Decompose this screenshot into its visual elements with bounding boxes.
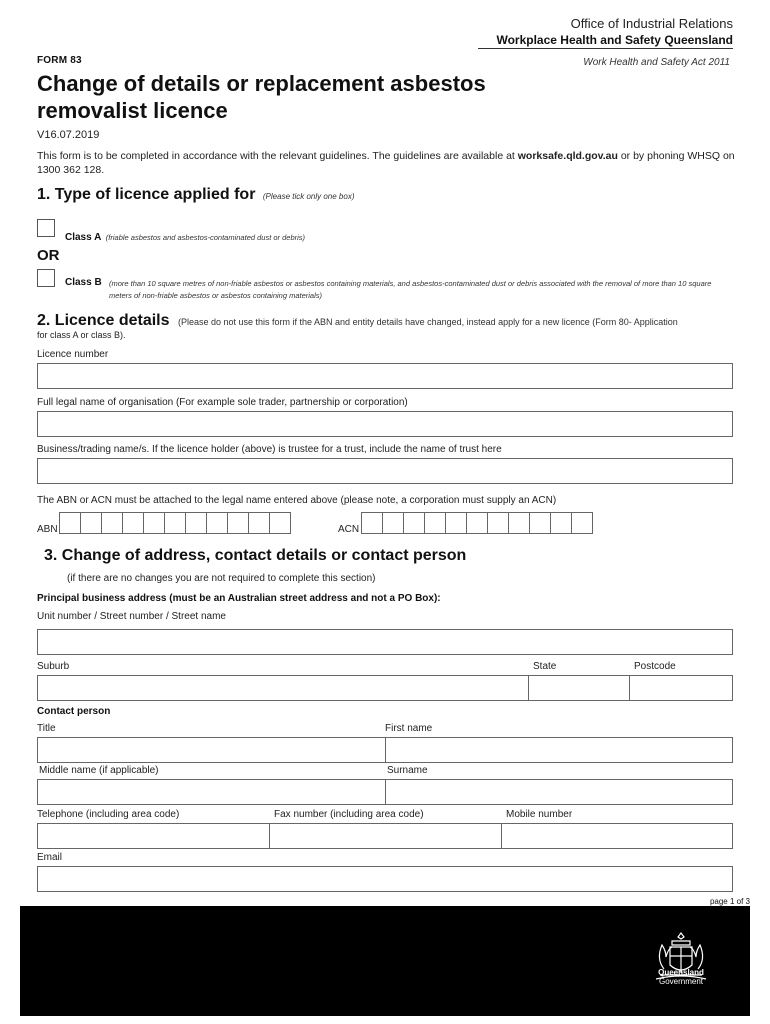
section-1-heading bbox=[37, 186, 355, 204]
street-input[interactable] bbox=[37, 629, 733, 655]
page-number: page 1 of 3 bbox=[709, 897, 750, 906]
section-1-title: Type of licence applied for bbox=[54, 186, 256, 203]
abn-acn-note: The ABN or ACN must be attached to the legal name entered above (please note, a corporation must supply an ACN) bbox=[37, 495, 557, 506]
abn-input[interactable] bbox=[60, 512, 291, 534]
intro-text-start: This form is to be completed in accordance with the relevant guidelines. The guidelines are available at bbox=[37, 150, 518, 162]
business-name-input[interactable] bbox=[37, 458, 733, 484]
abn-digit-box[interactable] bbox=[122, 512, 144, 534]
abn-digit-box[interactable] bbox=[80, 512, 102, 534]
mobile-label: Mobile number bbox=[506, 809, 573, 820]
title-label: Title bbox=[37, 723, 56, 734]
or-label: OR bbox=[37, 247, 60, 264]
abn-digit-box[interactable] bbox=[227, 512, 249, 534]
street-label: Unit number / Street number / Street name bbox=[37, 611, 226, 622]
surname-input[interactable] bbox=[385, 779, 733, 805]
logo-line-government: Government bbox=[658, 977, 704, 986]
acn-digit-box[interactable] bbox=[382, 512, 404, 534]
acn-label: ACN bbox=[338, 524, 360, 535]
department-name: Workplace Health and Safety Queensland bbox=[496, 33, 733, 47]
logo-line-queensland: Queensland bbox=[658, 968, 704, 977]
acn-digit-box[interactable] bbox=[487, 512, 509, 534]
class-a-label: Class A bbox=[65, 232, 102, 243]
intro-text-end: or by phoning WHSQ on 1300 362 128. bbox=[37, 150, 735, 176]
form-version: V16.07.2019 bbox=[37, 129, 100, 141]
state-label: State bbox=[533, 661, 557, 672]
class-a-option bbox=[65, 227, 305, 245]
legal-name-input[interactable] bbox=[37, 411, 733, 437]
email-label: Email bbox=[37, 852, 63, 863]
page-title: Change of details or replacement asbestos removalist licence bbox=[37, 71, 486, 123]
class-b-description: (more than 10 square metres of non-friable asbestos or asbestos containing materials, and asbestos-contaminated dust or debris associated with the removal of more than 10 square meters of non-friable asbestos or asbestos containing materials) bbox=[109, 279, 712, 300]
queensland-government-logo bbox=[642, 968, 720, 986]
acn-digit-box[interactable] bbox=[550, 512, 572, 534]
class-a-checkbox[interactable] bbox=[37, 219, 55, 237]
acn-digit-box[interactable] bbox=[571, 512, 593, 534]
section-3-number: 3. bbox=[44, 547, 58, 564]
surname-label: Surname bbox=[387, 765, 428, 776]
business-name-label: Business/trading name/s. If the licence holder (above) is trustee for a trust, include the name of trust here bbox=[37, 444, 502, 455]
acn-digit-box[interactable] bbox=[424, 512, 446, 534]
intro-text bbox=[37, 149, 737, 177]
telephone-label: Telephone (including area code) bbox=[37, 809, 180, 820]
office-name: Office of Industrial Relations bbox=[570, 16, 733, 31]
contact-person-label: Contact person bbox=[37, 706, 111, 717]
footer-band bbox=[20, 906, 750, 1016]
section-1-hint: (Please tick only one box) bbox=[262, 192, 355, 201]
abn-digit-box[interactable] bbox=[101, 512, 123, 534]
postcode-input[interactable] bbox=[629, 675, 733, 701]
section-3-heading bbox=[44, 547, 466, 565]
acn-digit-box[interactable] bbox=[445, 512, 467, 534]
abn-digit-box[interactable] bbox=[185, 512, 207, 534]
section-2-hint-cont: for class A or class B). bbox=[37, 330, 126, 340]
licence-number-input[interactable] bbox=[37, 363, 733, 389]
postcode-label: Postcode bbox=[634, 661, 676, 672]
first-name-label: First name bbox=[385, 723, 433, 734]
principal-address-label: Principal business address (must be an Australian street address and not a PO Box): bbox=[37, 593, 441, 604]
acn-digit-box[interactable] bbox=[466, 512, 488, 534]
abn-digit-box[interactable] bbox=[269, 512, 291, 534]
form-number: FORM 83 bbox=[37, 55, 82, 66]
state-input[interactable] bbox=[528, 675, 630, 701]
class-a-description: (friable asbestos and asbestos-contaminated dust or debris) bbox=[105, 233, 306, 242]
licence-number-label: Licence number bbox=[37, 349, 109, 360]
abn-digit-box[interactable] bbox=[164, 512, 186, 534]
telephone-input[interactable] bbox=[37, 823, 270, 849]
class-b-label: Class B bbox=[65, 277, 102, 288]
act-name: Work Health and Safety Act 2011 bbox=[583, 57, 730, 68]
acn-digit-box[interactable] bbox=[361, 512, 383, 534]
section-2-heading bbox=[37, 312, 678, 330]
abn-digit-box[interactable] bbox=[206, 512, 228, 534]
section-2-number: 2. bbox=[37, 312, 51, 329]
acn-input[interactable] bbox=[362, 512, 593, 534]
acn-digit-box[interactable] bbox=[508, 512, 530, 534]
header-rule bbox=[478, 48, 733, 49]
first-name-input[interactable] bbox=[385, 737, 733, 763]
section-2-title: Licence details bbox=[54, 312, 170, 329]
class-b-checkbox[interactable] bbox=[37, 269, 55, 287]
abn-label: ABN bbox=[37, 524, 58, 535]
abn-digit-box[interactable] bbox=[248, 512, 270, 534]
section-2-hint: (Please do not use this form if the ABN and entity details have changed, instead apply for a new licence (Form 80- Application bbox=[177, 317, 678, 327]
acn-digit-box[interactable] bbox=[403, 512, 425, 534]
middle-name-label: Middle name (if applicable) bbox=[39, 765, 159, 776]
fax-input[interactable] bbox=[269, 823, 502, 849]
section-3-subtitle: (if there are no changes you are not required to complete this section) bbox=[67, 573, 376, 584]
guidelines-link[interactable]: worksafe.qld.gov.au bbox=[517, 150, 618, 162]
abn-digit-box[interactable] bbox=[59, 512, 81, 534]
abn-digit-box[interactable] bbox=[143, 512, 165, 534]
title-input[interactable] bbox=[37, 737, 386, 763]
middle-name-input[interactable] bbox=[37, 779, 386, 805]
email-input[interactable] bbox=[37, 866, 733, 892]
section-1-number: 1. bbox=[37, 186, 51, 203]
section-3-title: Change of address, contact details or contact person bbox=[61, 547, 467, 564]
acn-digit-box[interactable] bbox=[529, 512, 551, 534]
legal-name-label: Full legal name of organisation (For example sole trader, partnership or corporation) bbox=[37, 397, 408, 408]
suburb-label: Suburb bbox=[37, 661, 70, 672]
suburb-input[interactable] bbox=[37, 675, 529, 701]
fax-label: Fax number (including area code) bbox=[274, 809, 424, 820]
mobile-input[interactable] bbox=[501, 823, 733, 849]
